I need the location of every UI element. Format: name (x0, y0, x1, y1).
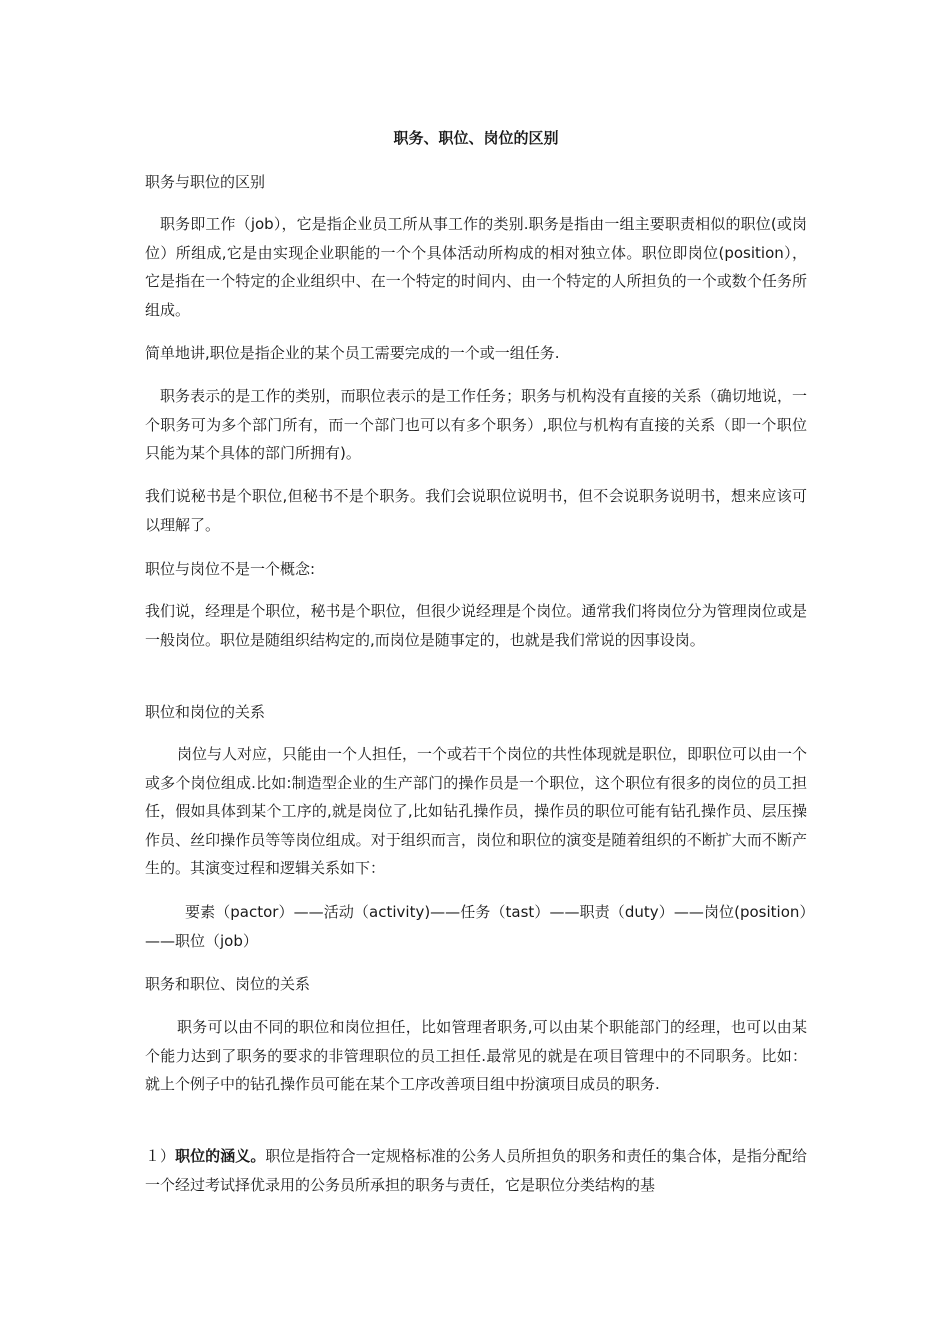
paragraph-simple-explanation: 简单地讲,职位是指企业的某个员工需要完成的一个或一组任务. (145, 344, 560, 362)
paragraph-evolution-chain: 要素（pactor）——活动（activity)——任务（tast）——职责（duty）——岗位(position）——职位（job） (145, 903, 807, 950)
paragraph-post-explanation: 岗位与人对应，只能由一个人担任，一个或若干个岗位的共性体现就是职位，即职位可以由一个或多个岗位组成.比如:制造型企业的生产部门的操作员是一个职位，这个职位有很多的岗位的员工担任，假如具体到某个工序的,就是岗位了,比如钻孔操作员，操作员的职位可能有钻孔操作员、层压操作员、丝印操作员等等岗位组成。对于组织而言，岗位和职位的演变是随着组织的不断扩大而不断产生的。其演变过程和逻辑关系如下： (145, 745, 808, 877)
section-heading-duty-relation: 职务和职位、岗位的关系 (145, 975, 311, 993)
paragraph-manager-example: 我们说，经理是个职位，秘书是个职位，但很少说经理是个岗位。通常我们将岗位分为管理岗位或是一般岗位。职位是随组织结构定的,而岗位是随事定的，也就是我们常说的因事设岗。 (145, 602, 807, 649)
list-number: １） (145, 1147, 176, 1165)
page-title: 职务、职位、岗位的区别 (393, 129, 559, 147)
paragraph-secretary-example: 我们说秘书是个职位,但秘书不是个职务。我们会说职位说明书，但不会说职务说明书，想来应该可以理解了。 (145, 487, 807, 534)
paragraph-definition: 职务即工作（job），它是指企业员工所从事工作的类别.职务是指由一组主要职责相似的职位(或岗位）所组成,它是由实现企业职能的一个个具体活动所构成的相对独立体。职位即岗位(position），它是指在一个特定的企业组织中、在一个特定的时间内、由一个特定的人所担负的一个或数个任务所组成。 (145, 215, 807, 319)
paragraph-duty-vs-position: 职务表示的是工作的类别，而职位表示的是工作任务；职务与机构没有直接的关系（确切地说，一个职务可为多个部门所有，而一个部门也可以有多个职务）,职位与机构有直接的关系（即一个职位只能为某个具体的部门所拥有)。 (145, 387, 807, 462)
section-heading-position-post-relation: 职位和岗位的关系 (145, 703, 266, 721)
bold-term: 职位的涵义。 (175, 1147, 266, 1165)
paragraph-position-meaning (145, 1142, 807, 1199)
paragraph-duty-explanation: 职务可以由不同的职位和岗位担任，比如管理者职务,可以由某个职能部门的经理，也可以由某个能力达到了职务的要求的非管理职位的员工担任.最常见的就是在项目管理中的不同职务。比如：就上个例子中的钻孔操作员可能在某个工序改善项目组中扮演项目成员的职务. (145, 1018, 807, 1093)
section-heading-duty-vs-position: 职务与职位的区别 (145, 173, 266, 191)
paragraph-text: 职位是指符合一定规格标准的公务人员所担负的职务和责任的集合体，是指分配给一个经过考试择优录用的公务员所承担的职务与责任，它是职位分类结构的基 (145, 1147, 807, 1194)
section-heading-position-vs-post: 职位与岗位不是一个概念: (145, 560, 316, 578)
